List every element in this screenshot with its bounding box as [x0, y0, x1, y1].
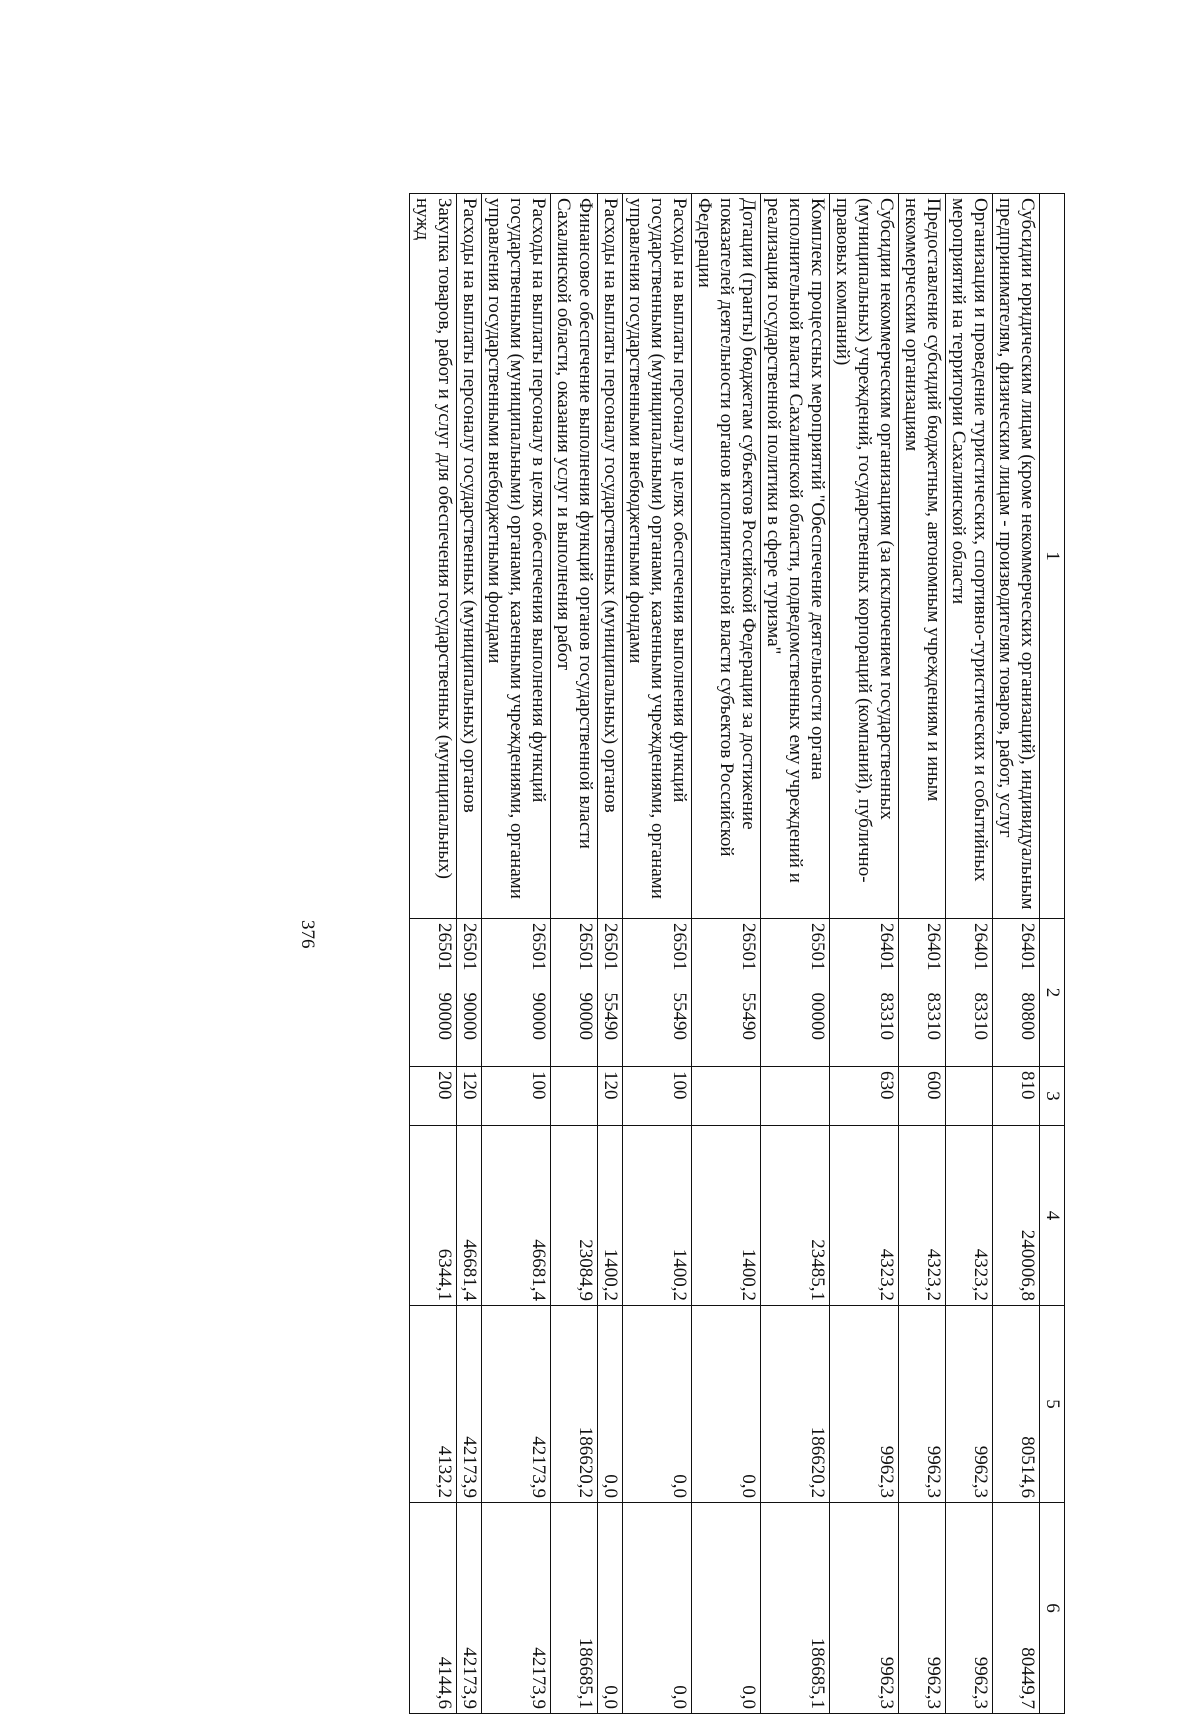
- row-value-5: 4132,2: [410, 1306, 457, 1503]
- code-direction: 00000: [807, 992, 828, 1040]
- row-value-5: 0,0: [692, 1306, 761, 1503]
- row-name: Расходы на выплаты персоналу в целях обеспечения выполнения функций государственными (муниципальными) органами, казенными учреждениями, органами управления государственными внебюджетными фондами: [623, 194, 692, 919]
- row-name: Расходы на выплаты персоналу государственных (муниципальных) органов: [457, 194, 482, 919]
- row-code: [551, 919, 598, 1067]
- code-direction: 90000: [575, 992, 596, 1040]
- code-program: 26401: [876, 923, 897, 971]
- row-name: Расходы на выплаты персоналу государственных (муниципальных) органов: [598, 194, 623, 919]
- row-value-4: 23485,1: [761, 1126, 830, 1306]
- row-value-6: 42173,9: [457, 1503, 482, 1714]
- row-value-6: 186685,1: [551, 1503, 598, 1714]
- row-value-4: 1400,2: [623, 1126, 692, 1306]
- header-col-4: 4: [1040, 1126, 1065, 1306]
- row-value-5: 9962,3: [830, 1306, 899, 1503]
- row-name: Расходы на выплаты персоналу в целях обеспечения выполнения функций государственными (муниципальными) органами, казенными учреждениями, органами управления государственными внебюджетными фондами: [482, 194, 551, 919]
- row-value-4: 4323,2: [830, 1126, 899, 1306]
- row-name: Организация и проведение туристических, спортивно-туристических и событийных мероприятий на территории Сахалинской области: [946, 194, 993, 919]
- row-value-4: 46681,4: [482, 1126, 551, 1306]
- row-name: Субсидии некоммерческим организациям (за исключением государственных (муниципальных) учреждений, государственных корпораций (компаний), публично-правовых компаний): [830, 194, 899, 919]
- row-name: Финансовое обеспечение выполнения функций органов государственной власти Сахалинской области, оказания услуг и выполнения работ: [551, 194, 598, 919]
- row-name: Субсидии юридическим лицам (кроме некоммерческих организаций), индивидуальным предпринимателям, физическим лицам - производителям товаров, работ, услуг: [993, 194, 1040, 919]
- row-value-5: 42173,9: [482, 1306, 551, 1503]
- row-code: [692, 919, 761, 1067]
- row-name: Дотации (гранты) бюджетам субъектов Российской Федерации за достижение показателей деятельности органов исполнительной власти субъектов Российской Федерации: [692, 194, 761, 919]
- header-col-3: 3: [1040, 1067, 1065, 1126]
- row-kvr: 120: [457, 1067, 482, 1126]
- row-value-6: 42173,9: [482, 1503, 551, 1714]
- row-code: [899, 919, 946, 1067]
- row-name: Предоставление субсидий бюджетным, автономным учреждениям и иным некоммерческим организациям: [899, 194, 946, 919]
- table-row: [692, 194, 761, 1714]
- row-kvr: 600: [899, 1067, 946, 1126]
- code-program: 26401: [1017, 923, 1038, 971]
- row-value-5: 9962,3: [899, 1306, 946, 1503]
- row-kvr: [692, 1067, 761, 1126]
- row-value-5: 0,0: [598, 1306, 623, 1503]
- table-row: [830, 194, 899, 1714]
- header-col-6: 6: [1040, 1503, 1065, 1714]
- code-direction: 90000: [459, 992, 480, 1040]
- row-value-6: 0,0: [692, 1503, 761, 1714]
- code-direction: 90000: [528, 992, 549, 1040]
- row-kvr: 100: [482, 1067, 551, 1126]
- table-row: [410, 194, 457, 1714]
- row-code: [482, 919, 551, 1067]
- row-value-4: 4323,2: [946, 1126, 993, 1306]
- row-value-4: 4323,2: [899, 1126, 946, 1306]
- row-value-6: 9962,3: [830, 1503, 899, 1714]
- row-code: [410, 919, 457, 1067]
- row-value-4: 240006,8: [993, 1126, 1040, 1306]
- code-direction: 80800: [1017, 992, 1038, 1040]
- row-kvr: [761, 1067, 830, 1126]
- code-direction: 55490: [738, 992, 759, 1040]
- page-number: 376: [297, 920, 318, 949]
- code-direction: 83310: [876, 992, 897, 1040]
- row-code: [457, 919, 482, 1067]
- row-name: Комплекс процессных мероприятий "Обеспечение деятельности органа исполнительной власти Сахалинской области, подведомственных ему учреждений и реализация государственной политики в сфере туризма": [761, 194, 830, 919]
- row-value-6: 0,0: [598, 1503, 623, 1714]
- row-code: [598, 919, 623, 1067]
- row-kvr: 200: [410, 1067, 457, 1126]
- row-name: Закупка товаров, работ и услуг для обеспечения государственных (муниципальных) нужд: [410, 194, 457, 919]
- row-value-4: 1400,2: [598, 1126, 623, 1306]
- row-value-5: 42173,9: [457, 1306, 482, 1503]
- row-value-5: 186620,2: [551, 1306, 598, 1503]
- row-value-6: 9962,3: [899, 1503, 946, 1714]
- row-value-4: 46681,4: [457, 1126, 482, 1306]
- code-program: 26501: [575, 923, 596, 971]
- row-value-5: 186620,2: [761, 1306, 830, 1503]
- row-value-6: 4144,6: [410, 1503, 457, 1714]
- row-code: [623, 919, 692, 1067]
- table-row: [551, 194, 598, 1714]
- budget-table: [409, 193, 1065, 1714]
- header-row: [1040, 194, 1065, 1714]
- row-value-6: 186685,1: [761, 1503, 830, 1714]
- row-kvr: 810: [993, 1067, 1040, 1126]
- table-row: [482, 194, 551, 1714]
- code-program: 26501: [669, 923, 690, 971]
- row-value-5: 9962,3: [946, 1306, 993, 1503]
- table-row: [623, 194, 692, 1714]
- code-program: 26501: [807, 923, 828, 971]
- row-kvr: [551, 1067, 598, 1126]
- row-value-5: 80514,6: [993, 1306, 1040, 1503]
- table-row: [761, 194, 830, 1714]
- row-kvr: 120: [598, 1067, 623, 1126]
- row-kvr: [946, 1067, 993, 1126]
- row-code: [993, 919, 1040, 1067]
- row-value-5: 0,0: [623, 1306, 692, 1503]
- header-col-5: 5: [1040, 1306, 1065, 1503]
- code-program: 26401: [970, 923, 991, 971]
- code-program: 26501: [528, 923, 549, 971]
- row-code: [946, 919, 993, 1067]
- row-value-6: 9962,3: [946, 1503, 993, 1714]
- table-row: [993, 194, 1040, 1714]
- row-code: [761, 919, 830, 1067]
- row-kvr: 630: [830, 1067, 899, 1126]
- code-direction: 90000: [434, 992, 455, 1040]
- header-col-2: 2: [1040, 919, 1065, 1067]
- table-container: [65, 193, 1065, 1713]
- table-row: [457, 194, 482, 1714]
- code-program: 26501: [434, 923, 455, 971]
- code-direction: 55490: [600, 992, 621, 1040]
- row-value-4: 1400,2: [692, 1126, 761, 1306]
- row-value-4: 6344,1: [410, 1126, 457, 1306]
- table-row: [946, 194, 993, 1714]
- code-program: 26501: [600, 923, 621, 971]
- code-direction: 55490: [669, 992, 690, 1040]
- code-direction: 83310: [923, 992, 944, 1040]
- row-code: [830, 919, 899, 1067]
- code-program: 26501: [459, 923, 480, 971]
- code-direction: 83310: [970, 992, 991, 1040]
- row-value-4: 23084,9: [551, 1126, 598, 1306]
- code-program: 26401: [923, 923, 944, 971]
- header-col-1: 1: [1040, 194, 1065, 919]
- table-row: [598, 194, 623, 1714]
- table-row: [899, 194, 946, 1714]
- row-value-6: 80449,7: [993, 1503, 1040, 1714]
- row-value-6: 0,0: [623, 1503, 692, 1714]
- code-program: 26501: [738, 923, 759, 971]
- row-kvr: 100: [623, 1067, 692, 1126]
